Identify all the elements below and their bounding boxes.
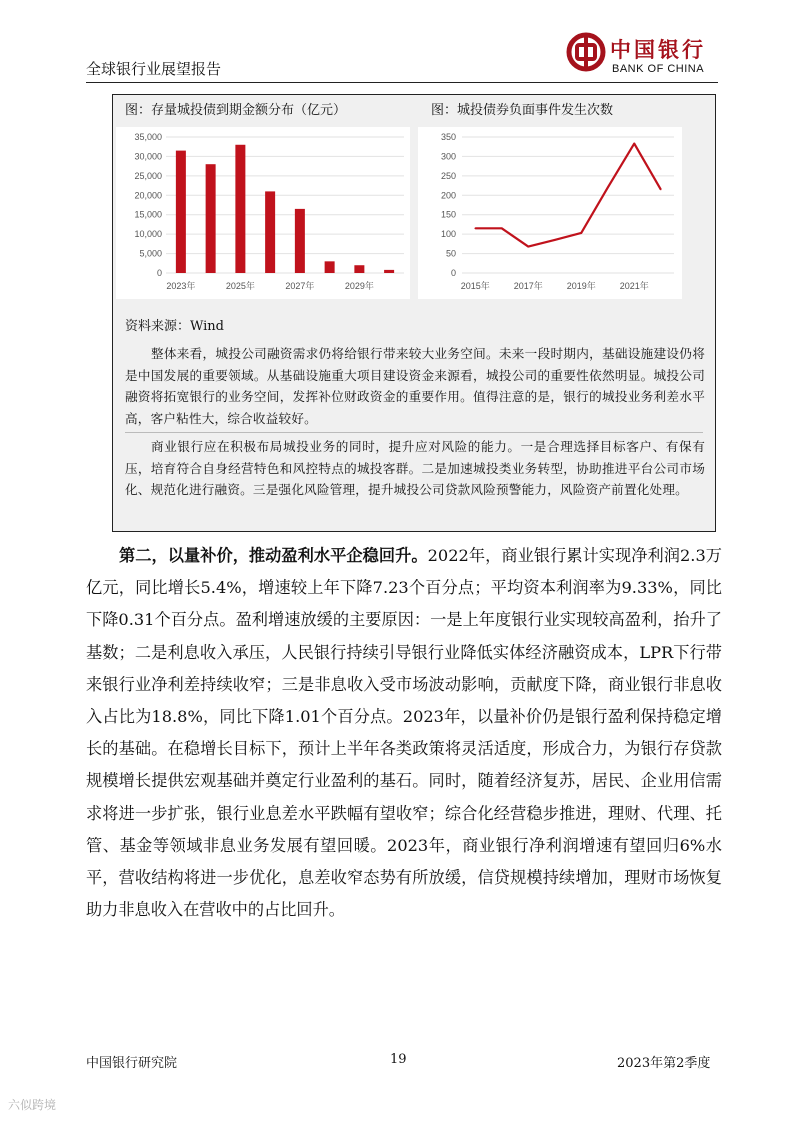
data-point: [633, 143, 635, 145]
footer-period: 2023年第2季度: [617, 1056, 711, 1071]
y-tick-label: 350: [440, 132, 456, 142]
data-point: [554, 239, 556, 241]
box-paragraph-1: 整体来看，城投公司融资需求仍将给银行带来较大业务空间。未来一段时期内，基础设施建设仍将是中国发展的重要领域。从基础设施重大项目建设资金来源看，城投公司的重要性依然明显。城投公司融资将拓宽银行的业务空间，发挥补位财政资金的重要作用。值得注意的是，银行的城投业务利差水平高，客户粘性大，综合收益较好。: [125, 346, 705, 426]
report-title: 全球银行业展望报告: [86, 60, 222, 78]
box-paragraph-2: 商业银行应在积极布局城投业务的同时，提升应对风险的能力。一是合理选择目标客户、有保有压，培育符合自身经营特色和风控特点的城投客群。二是加速城投类业务转型，协助推进平台公司市场化、规范化进行融资。三是强化风险管理，提升城投公司贷款风险预警能力，风险资产前置化处理。: [125, 439, 705, 497]
y-tick-label: 200: [440, 190, 456, 201]
maturity-bar-chart: [116, 127, 410, 299]
header-divider: [86, 82, 718, 83]
x-tick-label: 2027年: [285, 281, 315, 291]
bar: [176, 151, 186, 273]
body-text: 2022年，商业银行累计实现净利润2.3万亿元，同比增长5.4%，增速较上年下降7.23个百分点；平均资本利润率为9.33%，同比下降0.31个百分点。盈利增速放缓的主要原因：一是上年度银行业实现较高盈利，抬升了基数；二是利息收入承压，人民银行持续引导银行业降低实体经济融资成本，LPR下行带来银行业净利差持续收窄；三是非息收入受市场波动影响，贡献度下降，商业银行非息收入占比为18.8%，同比下降1.01个百分点。2023年，以量补价仍是银行盈利保持稳定增长的基础。在稳增长目标下，预计上半年各类政策将灵活适度，形成合力，为银行存贷款规模增长提供宏观基础并奠定行业盈利的基石。同时，随着经济复苏，居民、企业用信需求将进一步扩张，银行业息差水平跌幅有望收窄；综合化经营稳步推进，理财、代理、托管、基金等领域非息业务发展有望回暖。2023年，商业银行净利润增速有望回归6%水平，营收结构将进一步优化，息差收窄态势有所放缓，信贷规模持续增加，理财市场恢复助力非息收入在营收中的占比回升。: [86, 546, 722, 920]
bar: [295, 209, 305, 273]
x-tick-label: 2015年: [460, 281, 490, 291]
bar: [235, 145, 245, 273]
bar: [206, 164, 216, 273]
bar: [325, 261, 335, 273]
paragraph-divider: [125, 432, 703, 433]
y-tick-label: 15,000: [134, 209, 162, 220]
y-tick-label: 50: [445, 248, 456, 259]
x-tick-label: 2025年: [225, 281, 255, 291]
y-tick-label: 35,000: [134, 132, 162, 142]
x-tick-label: 2021年: [619, 281, 649, 291]
data-point: [474, 228, 476, 230]
bar: [265, 191, 275, 273]
y-tick-label: 5,000: [139, 248, 162, 259]
logo-chinese-name: 中国银行: [610, 37, 706, 62]
y-tick-label: 150: [440, 209, 456, 220]
data-source: 资料来源：Wind: [125, 319, 224, 334]
x-tick-label: 2023年: [166, 281, 196, 291]
special-topic-box: [112, 94, 716, 532]
chart2-title: 图：城投债券负面事件发生次数: [431, 103, 614, 118]
y-tick-label: 25,000: [134, 170, 162, 181]
chart1-title: 图：存量城投债到期金额分布（亿元）: [125, 103, 347, 118]
data-point: [501, 228, 503, 230]
bank-of-china-emblem-icon: [566, 32, 606, 72]
y-tick-label: 0: [156, 268, 162, 278]
y-tick-label: 250: [440, 170, 456, 181]
y-tick-label: 100: [440, 229, 456, 240]
data-point: [607, 187, 609, 189]
y-tick-label: 20,000: [134, 190, 162, 201]
page-number: 19: [390, 1052, 407, 1067]
logo-english-name: BANK OF CHINA: [612, 63, 705, 75]
data-point: [660, 189, 662, 191]
negative-events-line-chart: [418, 127, 682, 299]
bar: [384, 270, 394, 273]
y-tick-label: 30,000: [134, 151, 162, 162]
bar: [354, 265, 364, 273]
x-tick-label: 2029年: [344, 281, 374, 291]
x-tick-label: 2019年: [566, 281, 596, 291]
footer-org: 中国银行研究院: [86, 1056, 178, 1071]
x-tick-label: 2017年: [513, 281, 543, 291]
main-body-paragraph: [86, 540, 722, 926]
data-point: [527, 246, 529, 248]
bank-logo: [566, 30, 718, 80]
body-lead-sentence: 第二，以量补价，推动盈利水平企稳回升。: [119, 546, 428, 565]
data-point: [580, 232, 582, 234]
y-tick-label: 300: [440, 151, 456, 162]
watermark: 六似跨境: [8, 1098, 57, 1112]
y-tick-label: 10,000: [134, 229, 162, 240]
y-tick-label: 0: [450, 268, 456, 278]
